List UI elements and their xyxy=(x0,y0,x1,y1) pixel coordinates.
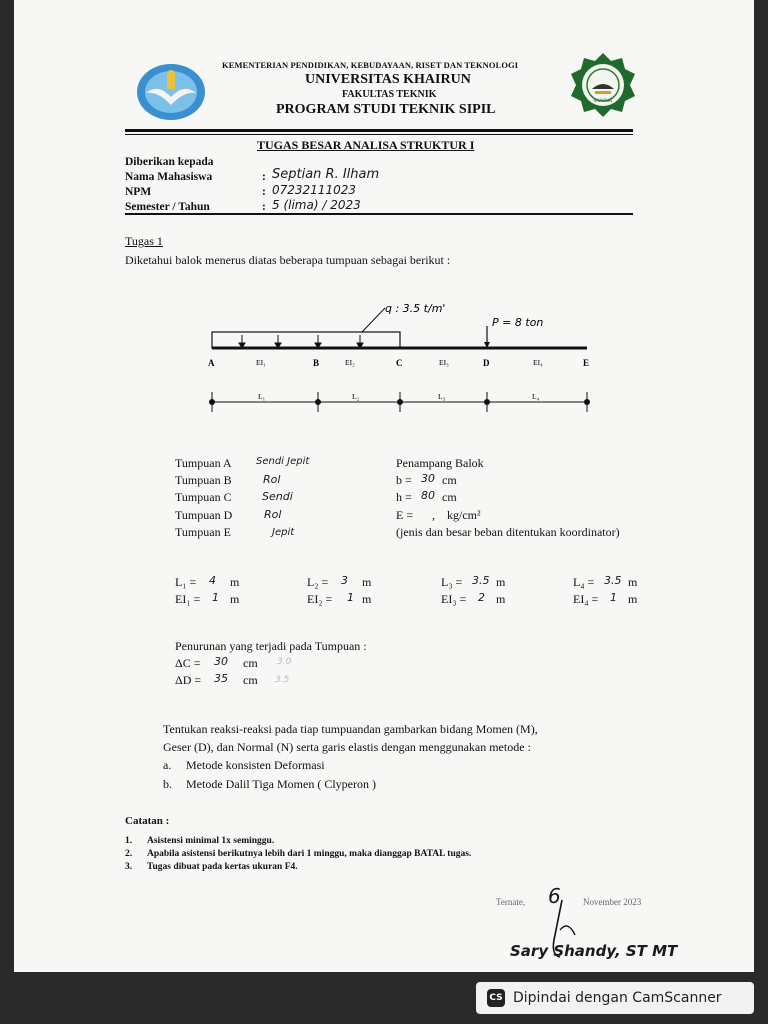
length-value: 3.5 xyxy=(472,574,490,587)
camscanner-watermark xyxy=(476,982,754,1014)
length-label: L₂ = xyxy=(307,575,329,589)
tut-wuri-logo xyxy=(134,61,208,123)
note-number: 1. xyxy=(125,836,133,846)
stiffness-value: 1 xyxy=(347,591,354,604)
given-to-label: Diberikan kepada xyxy=(125,156,214,168)
note-number: 3. xyxy=(125,862,133,872)
stiffness-value: 2 xyxy=(478,591,485,604)
section-e-label: E = xyxy=(396,508,414,522)
npm-colon: : xyxy=(262,186,266,198)
length-label: L₁ = xyxy=(175,575,197,589)
ei-label: EI₄ xyxy=(533,358,543,367)
npm-label: NPM xyxy=(125,186,152,198)
semester-value: 5 (lima) / 2023 xyxy=(272,198,361,212)
section-e-unit: kg/cm² xyxy=(447,508,481,522)
distributed-load-label: q : 3.5 t/m' xyxy=(385,302,446,315)
support-value: Rol xyxy=(264,508,282,521)
section-h-label: h = xyxy=(396,490,412,504)
stiffness-label: EI₁ = xyxy=(175,592,201,606)
program-name: PROGRAM STUDI TEKNIK SIPIL xyxy=(276,102,496,117)
stiffness-label: EI₂ = xyxy=(307,592,333,606)
span-label: L₃ xyxy=(438,392,446,401)
settlement-d-unit: cm xyxy=(243,673,258,687)
length-unit: m xyxy=(230,575,240,589)
instruction-line: Geser (D), dan Normal (N) serta garis elastis dengan menggunakan metode : xyxy=(163,740,531,754)
section-e-value: , xyxy=(432,508,435,522)
settlement-c-value: 30 xyxy=(214,655,228,668)
node-label: D xyxy=(483,358,490,368)
ei-label: EI₂ xyxy=(345,358,355,367)
ministry-name: KEMENTERIAN PENDIDIKAN, KEBUDAYAAN, RISET DAN TEKNOLOGI xyxy=(222,60,519,70)
section-b-unit: cm xyxy=(442,473,457,487)
length-label: L₃ = xyxy=(441,575,463,589)
span-label: L₂ xyxy=(352,392,360,401)
date-place: Ternate, xyxy=(496,897,526,907)
university-name: UNIVERSITAS KHAIRUN xyxy=(305,72,471,87)
support-label: Tumpuan B xyxy=(175,473,232,487)
settlement-d-note: 3.5 xyxy=(275,675,290,685)
name-colon: : xyxy=(262,171,266,183)
info-rule xyxy=(125,213,633,215)
stiffness-unit: m xyxy=(628,592,638,606)
length-unit: m xyxy=(496,575,506,589)
load-leader xyxy=(362,308,385,332)
length-label: L₄ = xyxy=(573,575,595,589)
length-value: 3.5 xyxy=(604,574,622,587)
node-label: C xyxy=(396,358,403,368)
length-value: 3 xyxy=(341,574,348,587)
student-npm: 07232111023 xyxy=(272,183,356,197)
assignment-title: TUGAS BESAR ANALISA STRUKTUR I xyxy=(257,138,475,152)
settlement-d-label: ΔD = xyxy=(175,673,202,687)
camscanner-text: Dipindai dengan CamScanner xyxy=(513,990,722,1006)
section-heading: Penampang Balok xyxy=(396,456,484,470)
stiffness-unit: m xyxy=(362,592,372,606)
instruction-line: Tentukan reaksi-reaksi pada tiap tumpuandan gambarkan bidang Momen (M), xyxy=(163,722,538,736)
support-label: Tumpuan D xyxy=(175,508,233,522)
settlement-c-unit: cm xyxy=(243,656,258,670)
stiffness-unit: m xyxy=(496,592,506,606)
stiffness-unit: m xyxy=(230,592,240,606)
settlement-d-value: 35 xyxy=(214,672,228,685)
support-label: Tumpuan A xyxy=(175,456,232,470)
length-unit: m xyxy=(362,575,372,589)
settlement-heading: Penurunan yang terjadi pada Tumpuan : xyxy=(175,639,367,653)
notes-heading: Catatan : xyxy=(125,815,170,827)
university-seal xyxy=(570,52,636,118)
method-b: Metode Dalil Tiga Momen ( Clyperon ) xyxy=(186,777,376,791)
span-label: L₁ xyxy=(258,392,266,401)
load-arrows xyxy=(239,335,363,348)
support-value: Rol xyxy=(263,473,281,486)
node-label: E xyxy=(583,358,590,368)
section-b-value: 30 xyxy=(421,472,435,485)
settlement-c-note: 3.0 xyxy=(277,657,292,667)
length-value: 4 xyxy=(209,574,216,587)
span-label: L₄ xyxy=(532,392,540,401)
date-day: 6 xyxy=(548,884,561,908)
support-label: Tumpuan E xyxy=(175,525,231,539)
section-b-label: b = xyxy=(396,473,412,487)
method-b-marker: b. xyxy=(163,777,172,791)
method-a-marker: a. xyxy=(163,758,172,772)
section-note: (jenis dan besar beban ditentukan koordinator) xyxy=(396,525,620,539)
camscanner-logo-icon: CS xyxy=(487,989,505,1007)
note-number: 2. xyxy=(125,849,133,859)
stiffness-label: EI₃ = xyxy=(441,592,467,606)
name-label: Nama Mahasiswa xyxy=(125,171,213,183)
date-month-year: November 2023 xyxy=(583,897,642,907)
beam-diagram xyxy=(190,296,610,421)
point-load-label: P = 8 ton xyxy=(492,316,544,329)
task-intro: Diketahui balok menerus diatas beberapa tumpuan sebagai berikut : xyxy=(125,253,451,267)
seal-text: KHAIRUN xyxy=(593,98,613,103)
header-rule-thick xyxy=(125,129,633,132)
section-h-unit: cm xyxy=(442,490,457,504)
settlement-c-label: ΔC = xyxy=(175,656,201,670)
stiffness-value: 1 xyxy=(610,591,617,604)
task-heading: Tugas 1 xyxy=(125,234,163,248)
stiffness-label: EI₄ = xyxy=(573,592,599,606)
section-h-value: 80 xyxy=(421,489,435,502)
semester-label: Semester / Tahun xyxy=(125,201,210,213)
ei-label: EI₃ xyxy=(439,358,449,367)
signer-name: Sary Shandy, ST MT xyxy=(510,942,678,960)
semester-colon: : xyxy=(262,201,266,213)
note-text: Tugas dibuat pada kertas ukuran F4. xyxy=(147,862,298,872)
faculty-name: FAKULTAS TEKNIK xyxy=(342,89,437,100)
note-text: Apabila asistensi berikutnya lebih dari 1 minggu, maka dianggap BATAL tugas. xyxy=(147,849,472,859)
node-label: A xyxy=(208,358,215,368)
stiffness-value: 1 xyxy=(212,591,219,604)
support-value: Sendi xyxy=(262,490,293,503)
support-value: Jepit xyxy=(272,527,295,538)
note-text: Asistensi minimal 1x seminggu. xyxy=(147,836,275,846)
support-label: Tumpuan C xyxy=(175,490,232,504)
support-value: Sendi Jepit xyxy=(256,456,310,467)
method-a: Metode konsisten Deformasi xyxy=(186,758,325,772)
length-unit: m xyxy=(628,575,638,589)
student-name: Septian R. Ilham xyxy=(272,167,380,182)
node-label: B xyxy=(313,358,320,368)
ei-label: EI₁ xyxy=(256,358,266,367)
header-rule-thin xyxy=(125,134,633,135)
